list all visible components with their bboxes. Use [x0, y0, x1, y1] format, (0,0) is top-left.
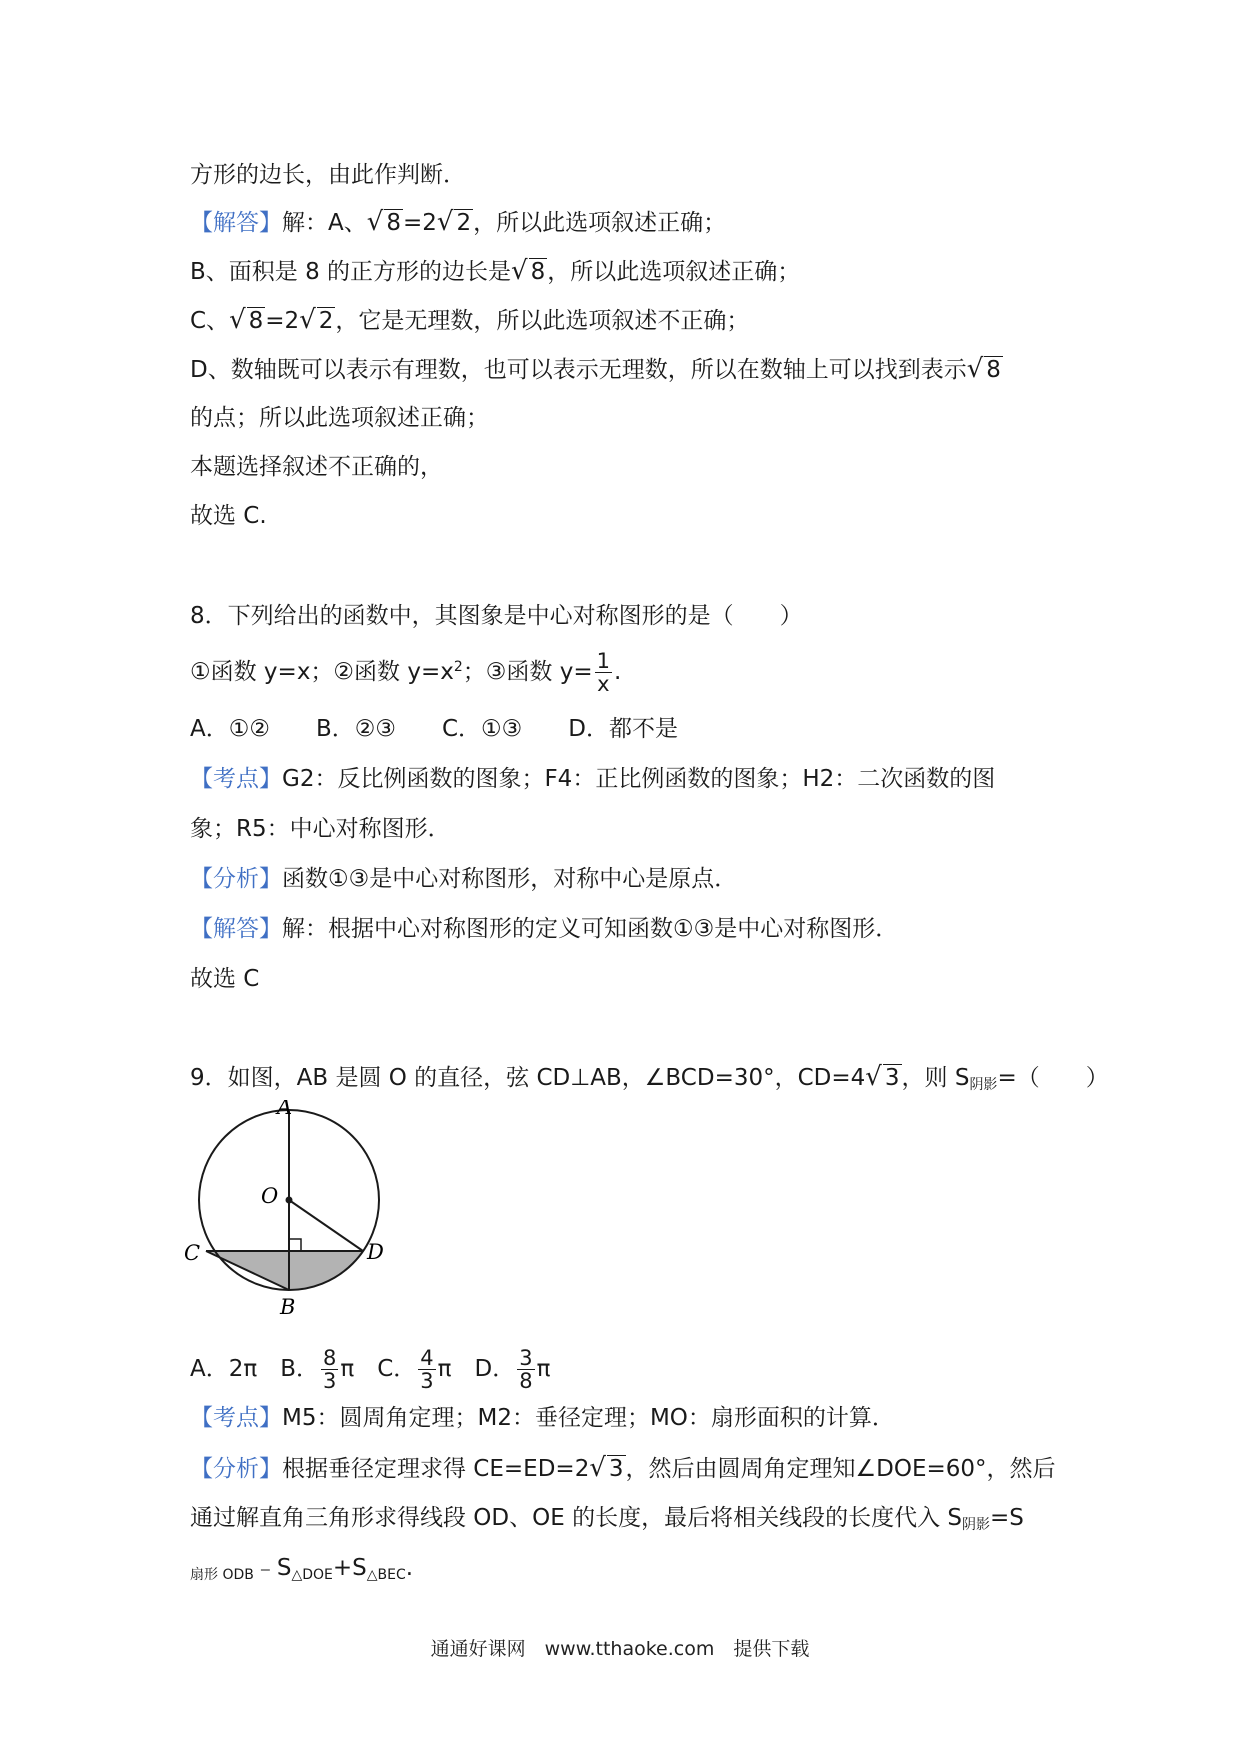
label-b: B — [280, 1295, 296, 1319]
fenxi-tag: 【分析】 — [190, 866, 282, 892]
answer-tag: 【解答】 — [190, 210, 282, 236]
sqrt-expression: √ 8 — [966, 354, 1001, 384]
segment-od — [289, 1200, 363, 1251]
sqrt-expression: √ 2 — [299, 305, 334, 335]
label-a: A — [277, 1100, 293, 1119]
fraction: $\frac{4}{3}$ — [420, 1346, 434, 1393]
sqrt-expression: √ 8 — [366, 207, 401, 237]
text-line: 本题选择叙述不正确的， — [190, 454, 443, 480]
shaded-region — [206, 1251, 363, 1289]
fraction: $\frac{8}{3}$ — [323, 1346, 337, 1393]
question-8-items: ①函数 y=x；②函数 $y=x^2$；③函数 y= $\frac{1}{x}$ . — [190, 649, 622, 696]
text-line: 通过解直角三角形求得线段 OD、OE 的长度，最后将相关线段的长度代入 $S_{阴影}=S$ — [190, 1505, 1024, 1533]
text-line: 故选 C. — [190, 503, 267, 529]
text-line: B、面积是 8 的正方形的边长是√ 8，所以此选项叙述正确； — [190, 256, 801, 286]
question-9-stem: 9．如图，AB 是圆 O 的直径，弦 CD⊥AB，∠BCD=30°，CD=4√ 3，则 $S_{阴影}=$（ ） — [190, 1062, 1109, 1093]
kaodian-tag: 【考点】 — [190, 766, 282, 792]
sqrt-expression: √ 8 — [511, 256, 546, 286]
label-o: O — [261, 1184, 279, 1208]
question-8-stem: 8．下列给出的函数中，其图象是中心对称图形的是（ ） — [190, 603, 803, 629]
fenxi-line: 【分析】函数①③是中心对称图形，对称中心是原点． — [190, 866, 738, 892]
fenxi-tag: 【分析】 — [190, 1456, 282, 1482]
fraction: $\frac{3}{8}$ — [519, 1346, 533, 1393]
circle-figure — [180, 1100, 400, 1325]
fenxi-line: 【分析】根据垂径定理求得 CE=ED=2√ 3，然后由圆周角定理知∠DOE=60°，然后 — [190, 1453, 1056, 1483]
kaodian-tag: 【考点】 — [190, 1405, 282, 1431]
page-footer: 通通好课网 www.tthaoke.com 提供下载 — [430, 1638, 810, 1660]
label-d: D — [367, 1240, 384, 1264]
right-angle-mark — [289, 1239, 301, 1251]
fraction: $\frac{1}{x}$ — [596, 649, 610, 696]
text-line: C、√ 8=2√ 2，它是无理数，所以此选项叙述不正确； — [190, 305, 750, 335]
label-c: C — [184, 1241, 201, 1265]
center-point — [286, 1197, 293, 1204]
text-line: 象；R5：中心对称图形． — [190, 816, 451, 842]
sqrt-expression: √ 2 — [436, 207, 472, 237]
text-line: 【解答】解：A、√ 8=2√ 2，所以此选项叙述正确； — [190, 207, 727, 237]
text-line: 方形的边长，由此作判断． — [190, 162, 466, 188]
question-8-options: A．①② B．②③ C．①③ D．都不是 — [190, 716, 678, 742]
text-line: D、数轴既可以表示有理数，也可以表示无理数，所以在数轴上可以找到表示√ 8 — [190, 354, 1001, 384]
sqrt-expression: √ 3 — [865, 1062, 900, 1092]
sqrt-expression: √ 3 — [589, 1453, 624, 1483]
question-9-options: A．2π B． $\frac{8}{3}$ π C． $\frac{4}{3}$ π D． $\frac{3}{8}$ π — [190, 1346, 551, 1393]
text-line: 的点；所以此选项叙述正确； — [190, 405, 489, 431]
text-line: 故选 C — [190, 966, 260, 992]
jieda-tag: 【解答】 — [190, 916, 282, 942]
kaodian-line: 【考点】M5：圆周角定理；M2：垂径定理；MO：扇形面积的计算． — [190, 1405, 895, 1431]
kaodian-line: 【考点】G2：反比例函数的图象；F4：正比例函数的图象；H2：二次函数的图 — [190, 766, 996, 792]
sqrt-expression: √ 8 — [229, 305, 264, 335]
text-line: $_{扇形 ODB}﹣S_{\triangle DOE}+S_{\triangle BEC}$. — [190, 1555, 414, 1583]
jieda-line: 【解答】解：根据中心对称图形的定义可知函数①③是中心对称图形． — [190, 916, 899, 942]
